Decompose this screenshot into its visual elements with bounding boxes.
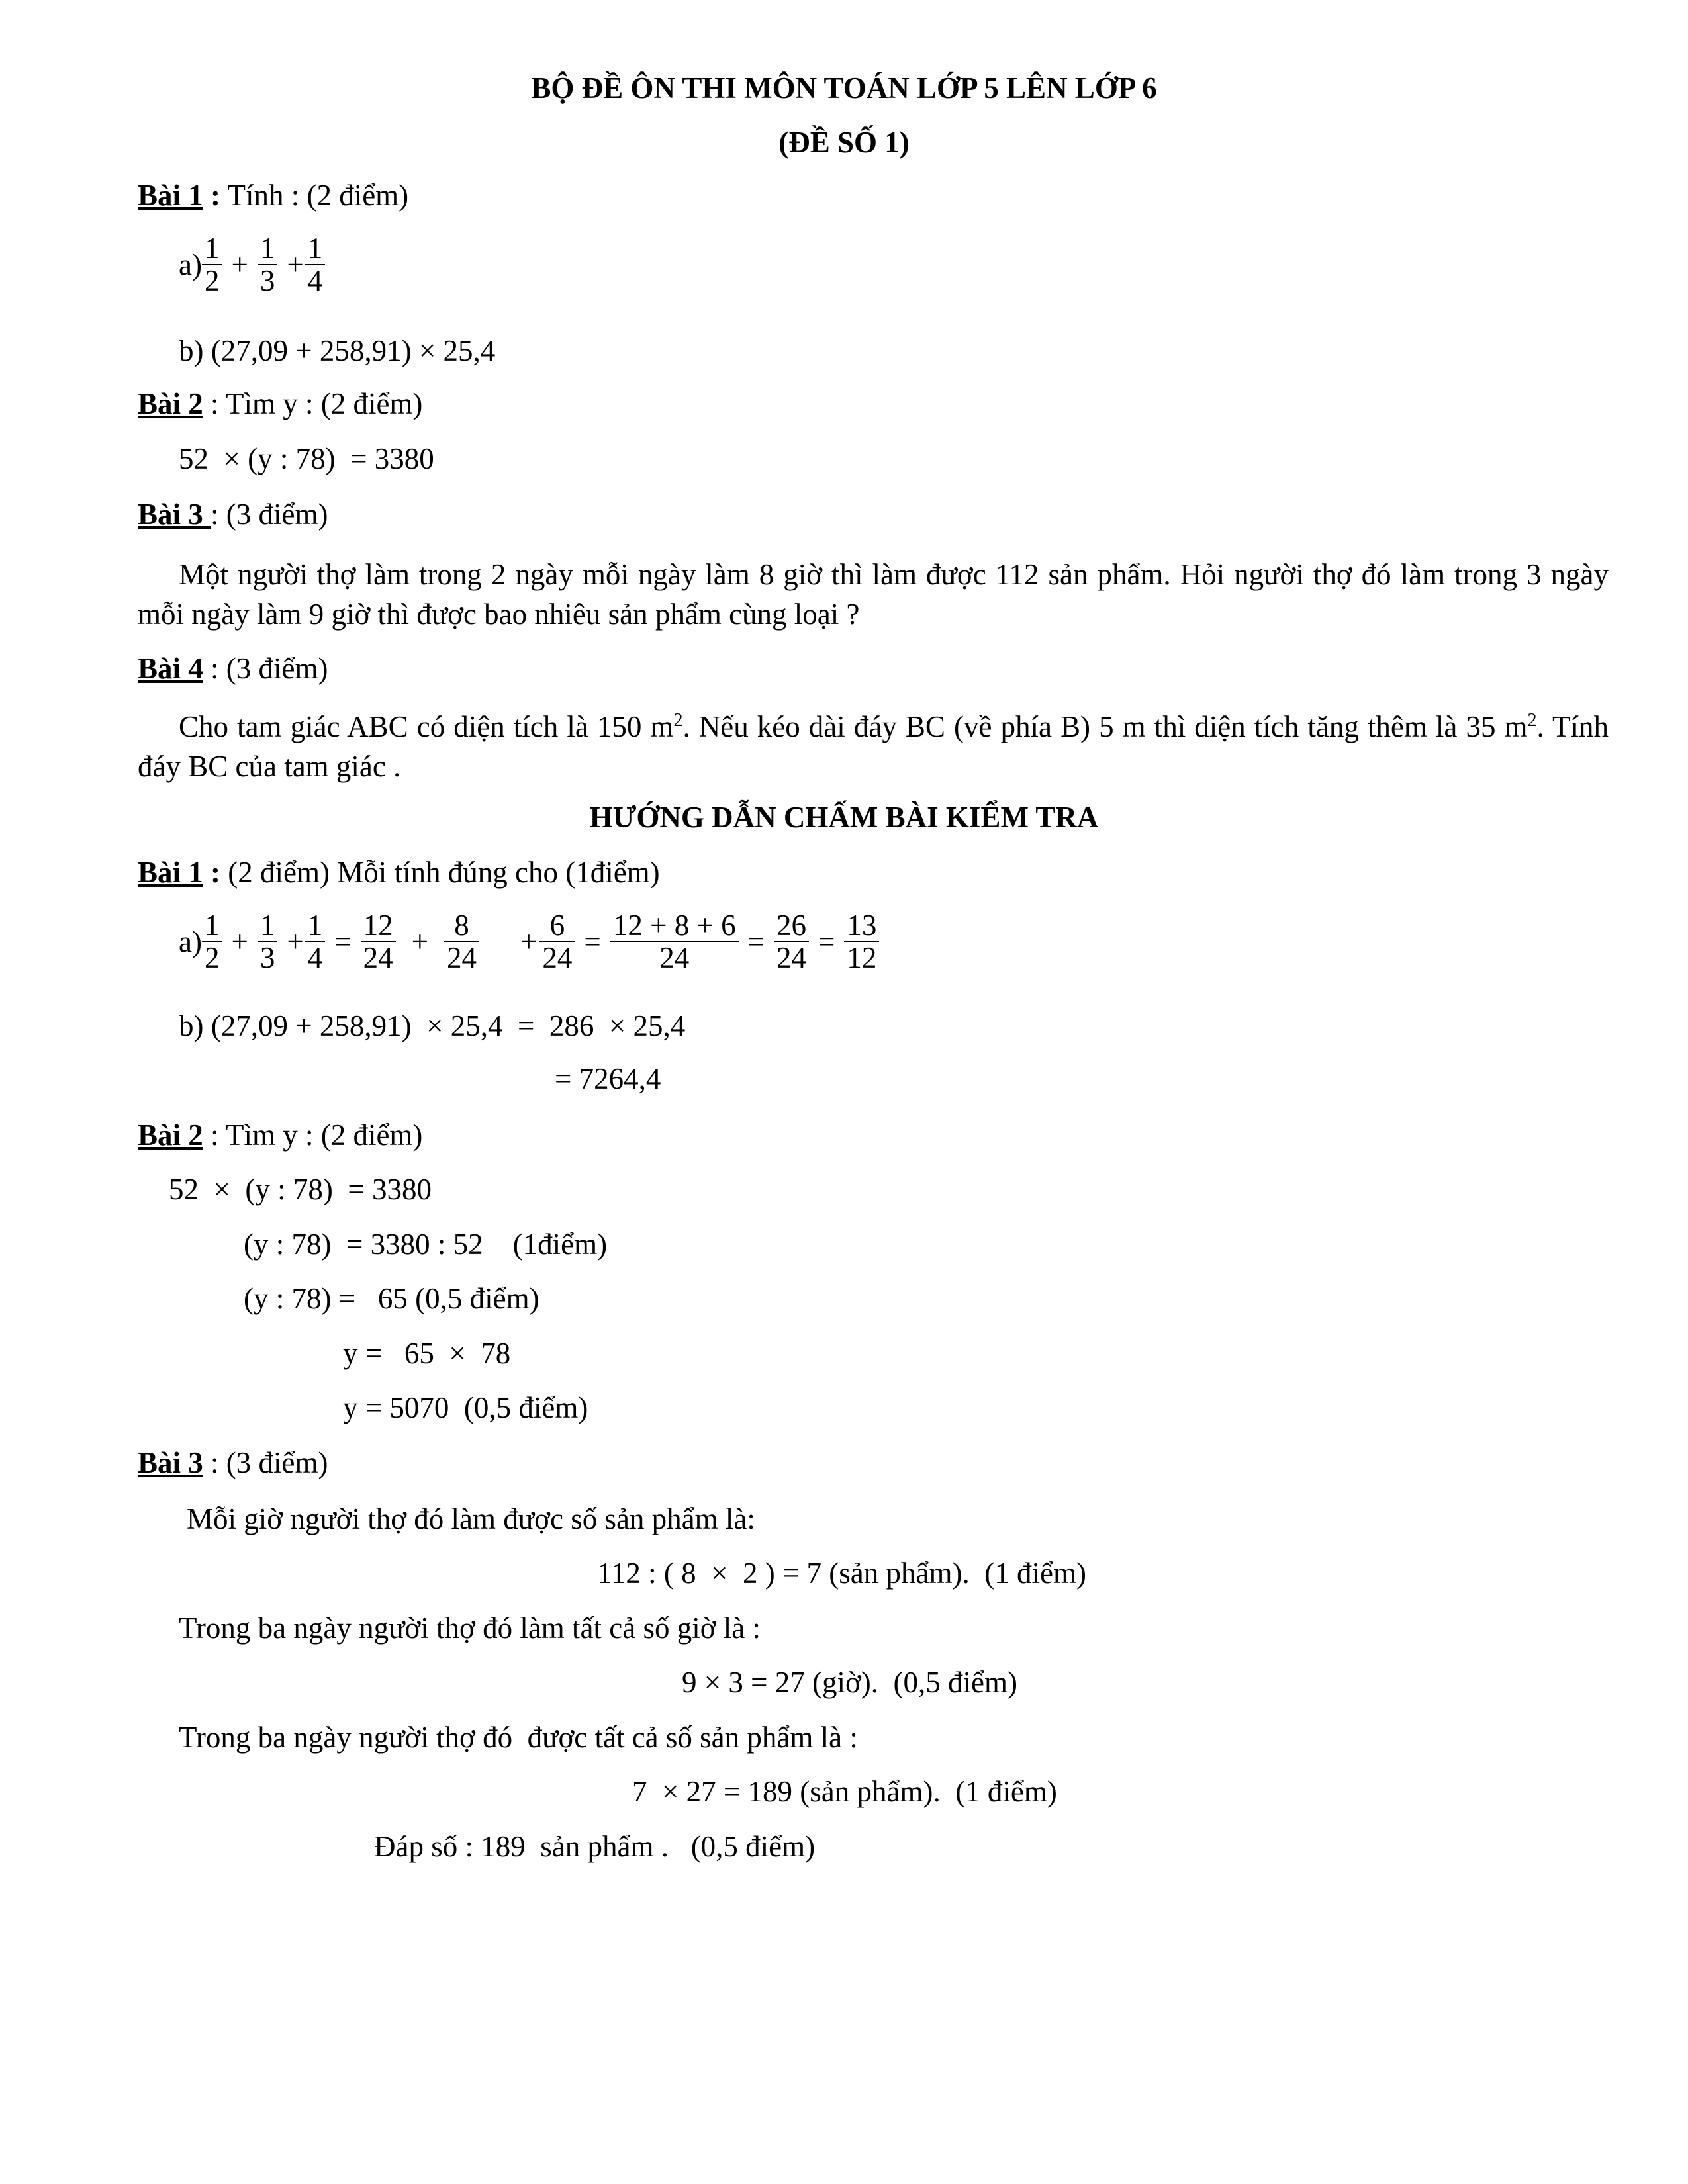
fraction: $\frac{1}{2}$ bbox=[202, 233, 222, 297]
guide-bai3-line: Trong ba ngày người thợ đó làm tất cả số giờ là : bbox=[179, 1612, 761, 1645]
page-subtitle: (ĐỀ SỐ 1) bbox=[778, 126, 910, 159]
fraction: $\frac{26}{24}$ bbox=[774, 910, 809, 974]
bai-label: Bài 3 bbox=[138, 498, 211, 531]
guide-bai3-line: Mỗi giờ người thợ đó làm được số sản phẩm là: bbox=[187, 1502, 755, 1535]
fraction: $\frac{1}{4}$ bbox=[305, 910, 326, 974]
guide-title: HƯỚNG DẪN CHẤM BÀI KIỂM TRA bbox=[589, 801, 1099, 834]
guide-bai2-line: (y : 78) = 65 (0,5 điểm) bbox=[244, 1282, 539, 1315]
fraction: $\frac{13}{12}$ bbox=[844, 910, 879, 974]
fraction: $\frac{1}{3}$ bbox=[258, 910, 278, 974]
guide-bai3-heading: Bài 3 : (3 điểm) bbox=[138, 1446, 328, 1479]
guide-bai2-line: 52 × (y : 78) = 3380 bbox=[169, 1173, 432, 1206]
bai-label: Bài 3 bbox=[138, 1446, 203, 1479]
guide-bai1-b-line2: = 7264,4 bbox=[555, 1062, 661, 1095]
exam-bai3-problem: Một người thợ làm trong 2 ngày mỗi ngày làm 8 giờ thì làm được 112 sản phẩm. Hỏi người thợ đó làm trong 3 ngày mỗi ngày làm 9 giờ thì được bao nhiêu sản phẩm cùng loại ? bbox=[138, 558, 1609, 631]
exam-bai1-a: a) $\frac{1}{2}$ + $\frac{1}{3}$ + $\frac{1}{4}$ bbox=[179, 233, 325, 297]
fraction: $\frac{1}{3}$ bbox=[258, 233, 278, 297]
exam-bai4-problem: Cho tam giác ABC có diện tích là 150 $m^2$. Nếu kéo dài đáy BC (về phía B) 5 m thì diện tích tăng thêm là 35 $m^2$. Tính đáy BC của tam giác . bbox=[138, 710, 1609, 783]
bai-label: Bài 1 bbox=[138, 179, 203, 212]
guide-bai1-heading: Bài 1 : (2 điểm) Mỗi tính đúng cho (1điểm) bbox=[138, 856, 660, 889]
page-title: BỘ ĐỀ ÔN THI MÔN TOÁN LỚP 5 LÊN LỚP 6 bbox=[531, 71, 1157, 105]
exam-bai2-heading: Bài 2 : Tìm y : (2 điểm) bbox=[138, 387, 423, 420]
bai-label: Bài 4 bbox=[138, 652, 203, 685]
guide-bai3-answer: Đáp số : 189 sản phẩm . (0,5 điểm) bbox=[374, 1830, 816, 1863]
fraction: $\frac{1}{2}$ bbox=[202, 910, 222, 974]
guide-bai2-line: y = 5070 (0,5 điểm) bbox=[343, 1391, 588, 1424]
guide-bai3-line: 112 : ( 8 × 2 ) = 7 (sản phẩm). (1 điểm) bbox=[597, 1557, 1086, 1590]
guide-bai2-heading: Bài 2 : Tìm y : (2 điểm) bbox=[138, 1118, 423, 1152]
guide-bai1-a: a) $\frac{1}{2}$ + $\frac{1}{3}$ + $\frac{1}{4}$ = $\frac{12}{24}$ + $\frac{8}{24}$ + $\frac{6}{24}$ = $\frac{12 + 8 + 6}{24}$ = $\frac{26}{24}$ = $\frac{13}{12}$ bbox=[179, 910, 879, 974]
guide-bai2-line: (y : 78) = 3380 : 52 (1điểm) bbox=[244, 1228, 608, 1261]
exam-bai2-eq: 52 × (y : 78) = 3380 bbox=[179, 442, 434, 475]
bai-label: Bài 1 bbox=[138, 856, 203, 889]
guide-bai1-b-line1: b) (27,09 + 258,91) × 25,4 = 286 × 25,4 bbox=[179, 1009, 686, 1042]
guide-bai2-line: y = 65 × 78 bbox=[343, 1337, 511, 1370]
bai-label: Bài 2 bbox=[138, 1118, 203, 1152]
fraction: $\frac{1}{4}$ bbox=[305, 233, 326, 297]
bai-label: Bài 2 bbox=[138, 387, 203, 420]
guide-bai3-line: 9 × 3 = 27 (giờ). (0,5 điểm) bbox=[682, 1666, 1017, 1699]
fraction: $\frac{6}{24}$ bbox=[539, 910, 575, 974]
guide-bai3-line: Trong ba ngày người thợ đó được tất cả số sản phẩm là : bbox=[179, 1721, 858, 1754]
fraction: $\frac{12}{24}$ bbox=[361, 910, 396, 974]
fraction: $\frac{8}{24}$ bbox=[444, 910, 479, 974]
exam-bai1-b: b) (27,09 + 258,91) × 25,4 bbox=[179, 334, 496, 367]
exam-bai3-heading: Bài 3 : (3 điểm) bbox=[138, 498, 328, 531]
guide-bai3-line: 7 × 27 = 189 (sản phẩm). (1 điểm) bbox=[632, 1775, 1057, 1808]
fraction: $\frac{12 + 8 + 6}{24}$ bbox=[610, 910, 739, 974]
exam-bai4-heading: Bài 4 : (3 điểm) bbox=[138, 652, 328, 685]
exam-bai1-heading: Bài 1 : Tính : (2 điểm) bbox=[138, 179, 409, 212]
